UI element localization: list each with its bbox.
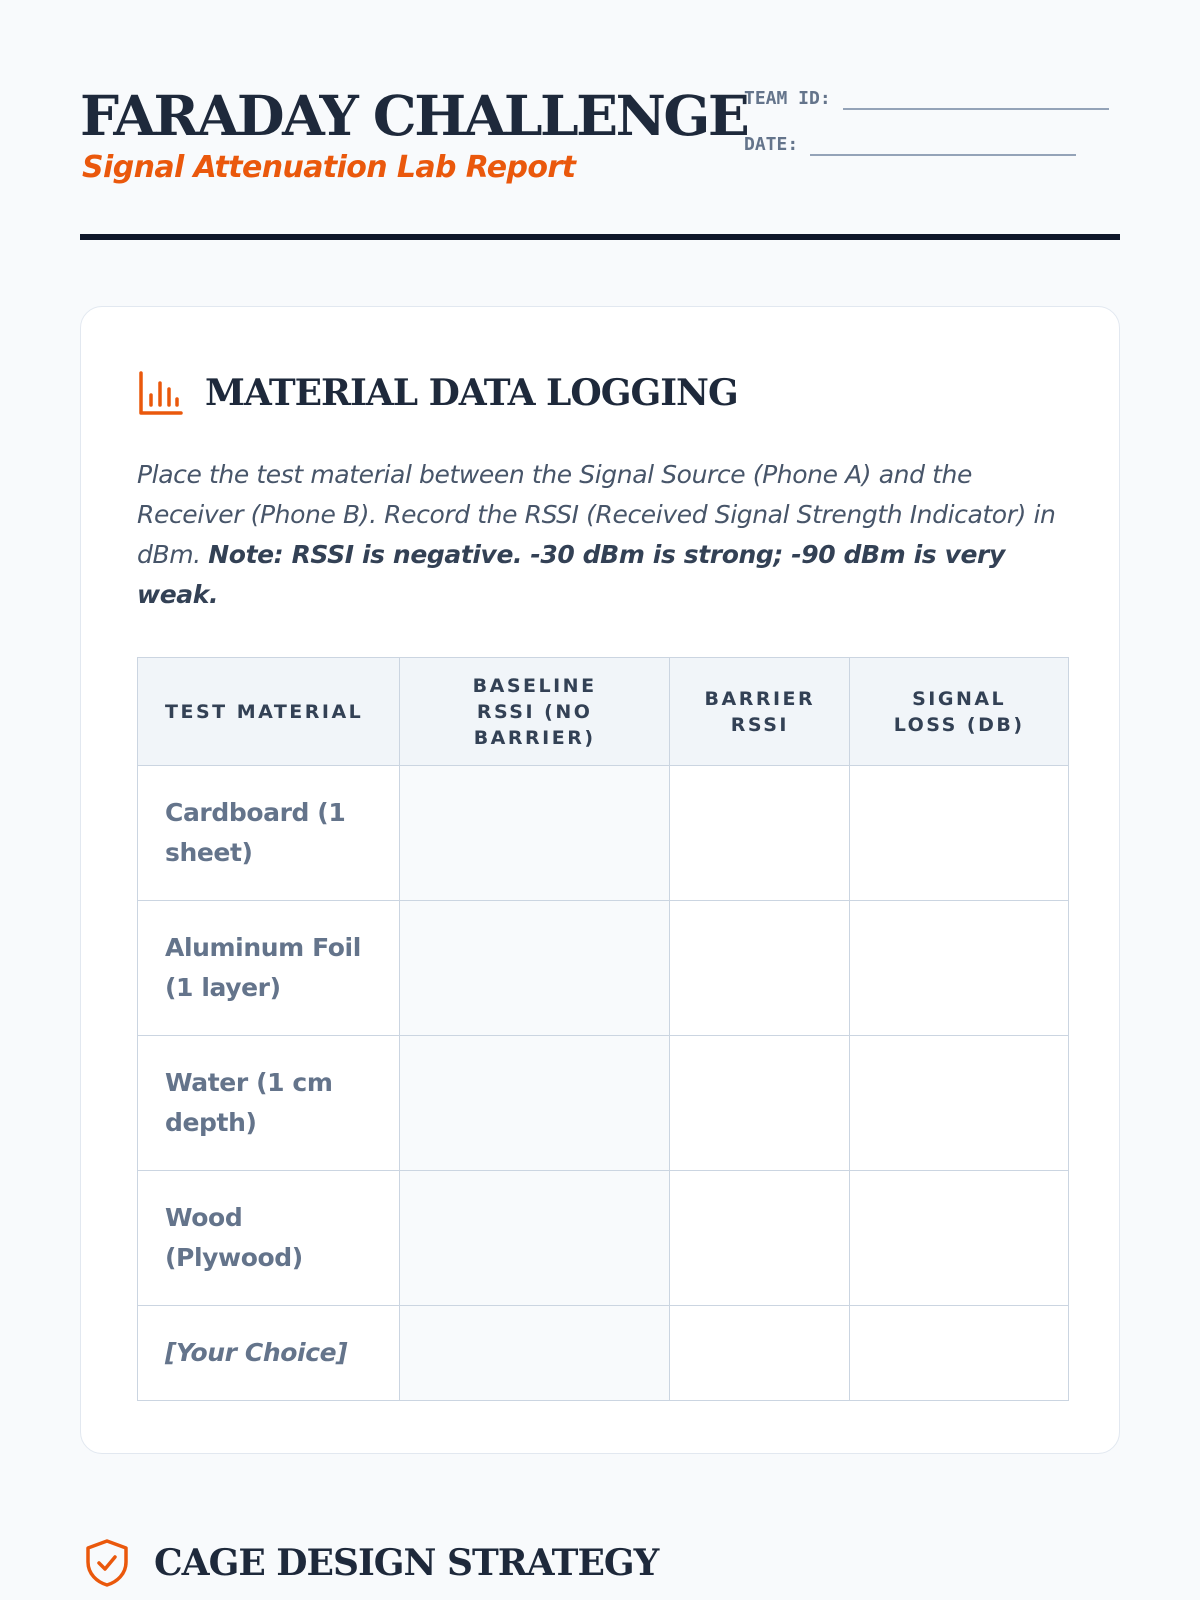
date-label: DATE: xyxy=(744,134,799,155)
barrier-rssi-cell[interactable] xyxy=(670,1306,850,1401)
signal-loss-cell[interactable] xyxy=(850,766,1069,901)
barrier-rssi-cell[interactable] xyxy=(670,1036,850,1171)
table-row xyxy=(138,1036,1069,1171)
signal-loss-cell[interactable] xyxy=(850,1171,1069,1306)
page-title: FARADAY CHALLENGE xyxy=(80,83,748,148)
team-id-row xyxy=(744,84,1109,110)
shield-check-icon xyxy=(84,1538,130,1588)
data-table xyxy=(137,657,1069,1401)
signal-loss-cell[interactable] xyxy=(850,1306,1069,1401)
date-row xyxy=(744,130,1076,156)
instructions-text: Place the test material between the Signal Source (Phone A) and the Receiver (Phone B). Record the RSSI (Received Signal Strength Indicator) in dBm. xyxy=(137,460,1056,569)
section-title: MATERIAL DATA LOGGING xyxy=(205,372,738,414)
bar-chart-icon xyxy=(137,369,185,417)
instructions xyxy=(137,455,1067,615)
date-field[interactable] xyxy=(810,130,1076,156)
cage-design-title: CAGE DESIGN STRATEGY xyxy=(154,1542,659,1584)
material-cell: [Your Choice] xyxy=(138,1306,400,1401)
barrier-rssi-cell[interactable] xyxy=(670,901,850,1036)
column-header: BASELINE RSSI (NO BARRIER) xyxy=(399,658,670,766)
baseline-rssi-cell[interactable] xyxy=(399,901,670,1036)
baseline-rssi-cell[interactable] xyxy=(399,1171,670,1306)
material-cell: Cardboard (1 sheet) xyxy=(138,766,400,901)
team-id-field[interactable] xyxy=(843,84,1109,110)
material-cell: Wood (Plywood) xyxy=(138,1171,400,1306)
table-row xyxy=(138,1306,1069,1401)
material-cell: Aluminum Foil (1 layer) xyxy=(138,901,400,1036)
barrier-rssi-cell[interactable] xyxy=(670,1171,850,1306)
cage-design-header xyxy=(84,1538,658,1588)
table-row xyxy=(138,901,1069,1036)
signal-loss-cell[interactable] xyxy=(850,901,1069,1036)
table-row xyxy=(138,1171,1069,1306)
instructions-note: Note: RSSI is negative. -30 dBm is strong; -90 dBm is very weak. xyxy=(137,540,1005,609)
table-header-row xyxy=(138,658,1069,766)
section-header xyxy=(137,369,738,417)
barrier-rssi-cell[interactable] xyxy=(670,766,850,901)
signal-loss-cell[interactable] xyxy=(850,1036,1069,1171)
material-data-card xyxy=(80,306,1120,1454)
page-subtitle: Signal Attenuation Lab Report xyxy=(82,150,576,185)
column-header: BARRIER RSSI xyxy=(670,658,850,766)
table-row xyxy=(138,766,1069,901)
report-header xyxy=(80,84,1120,240)
material-cell: Water (1 cm depth) xyxy=(138,1036,400,1171)
baseline-rssi-cell[interactable] xyxy=(399,1036,670,1171)
baseline-rssi-cell[interactable] xyxy=(399,766,670,901)
team-id-label: TEAM ID: xyxy=(744,88,831,109)
column-header: TEST MATERIAL xyxy=(138,658,400,766)
header-divider xyxy=(80,234,1120,240)
baseline-rssi-cell[interactable] xyxy=(399,1306,670,1401)
column-header: SIGNAL LOSS (DB) xyxy=(850,658,1069,766)
